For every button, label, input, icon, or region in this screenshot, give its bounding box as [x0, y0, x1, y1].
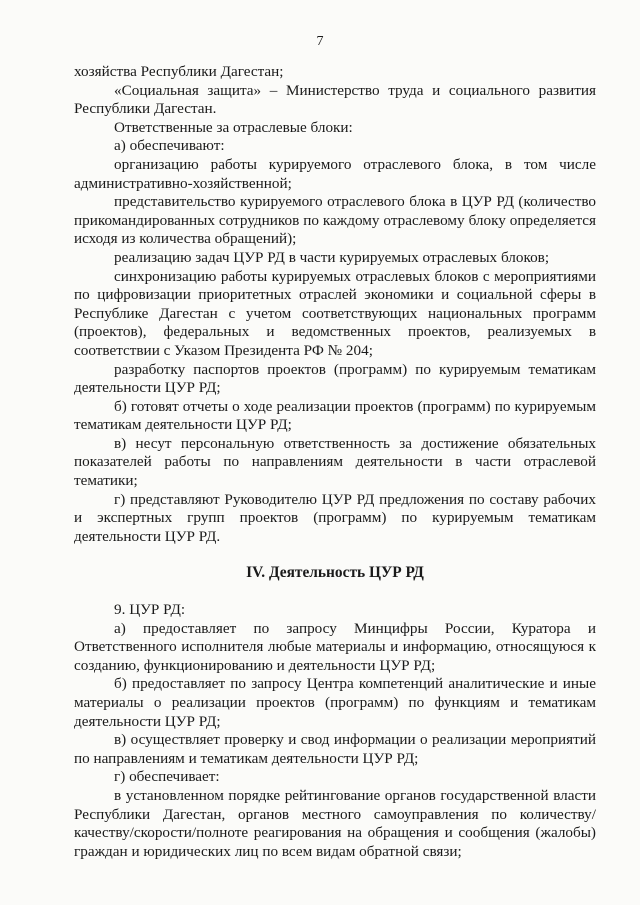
paragraph: а) обеспечивают:: [114, 137, 225, 155]
paragraph: б) готовят отчеты о ходе реализации проектов (программ) по курируемым тематикам деятельности ЦУР РД;: [74, 397, 596, 434]
paragraph: Ответственные за отраслевые блоки:: [114, 118, 353, 136]
paragraph: в установленном порядке рейтингование органов государственной власти Республики Дагестан, органов местного самоуправления по количеству/качеству/скорости/полноте реагирования на обращения и сообщения (жалобы) граждан и юридических лиц по всем видам обратной связи;: [74, 786, 596, 860]
paragraphs-bottom: [74, 601, 596, 861]
paragraph: б) предоставляет по запросу Центра компетенций аналитические и иные материалы о реализации проектов (программ) по функциям и тематикам деятельности ЦУР РД;: [74, 675, 596, 730]
paragraphs-top: [74, 63, 596, 546]
paragraph: в) осуществляет проверку и свод информации о реализации мероприятий по направлениям и тематикам деятельности ЦУР РД;: [74, 731, 596, 767]
paragraph: реализацию задач ЦУР РД в части курируемых отраслевых блоков;: [114, 248, 550, 266]
paragraph: в) несут персональную ответственность за достижение обязательных показателей работы по направлениям деятельности в части отраслевой тематики;: [74, 434, 596, 490]
paragraph: «Социальная защита» – Министерство труда и социального развития Республики Дагестан.: [74, 81, 596, 118]
paragraph: хозяйства Республики Дагестан;: [74, 63, 284, 80]
paragraph: г) представляют Руководителю ЦУР РД предложения по составу рабочих и экспертных групп проектов (программ) по курируемым тематикам деятельности ЦУР РД.: [74, 490, 596, 545]
page-number: 7: [316, 34, 324, 49]
section-heading: IV. Деятельность ЦУР РД: [246, 564, 424, 582]
paragraph: г) обеспечивает:: [114, 768, 220, 786]
document-body: [74, 63, 596, 861]
paragraph: организацию работы курируемого отраслевого блока, в том числе административно-хозяйственной;: [74, 155, 596, 192]
paragraph: а) предоставляет по запросу Минцифры России, Куратора и Ответственного исполнителя любые материалы и информацию, относящуюся к созданию, функционированию и деятельности ЦУР РД;: [74, 619, 596, 674]
paragraph: синхронизацию работы курируемых отраслевых блоков с мероприятиями по цифровизации приоритетных отраслей экономики и социальной сферы в Республике Дагестан с учетом соответствующих национальных программ (проектов), федеральных и ведомственных проектов, реализуемых в соответствии с Указом Президента РФ № 204;: [74, 267, 596, 359]
paragraph: представительство курируемого отраслевого блока в ЦУР РД (количество прикомандированных сотрудников по каждому отраслевому блоку определяется исходя из количества обращений);: [74, 193, 596, 248]
paragraph: разработку паспортов проектов (программ) по курируемым тематикам деятельности ЦУР РД;: [74, 360, 596, 397]
paragraph: 9. ЦУР РД:: [114, 601, 186, 619]
